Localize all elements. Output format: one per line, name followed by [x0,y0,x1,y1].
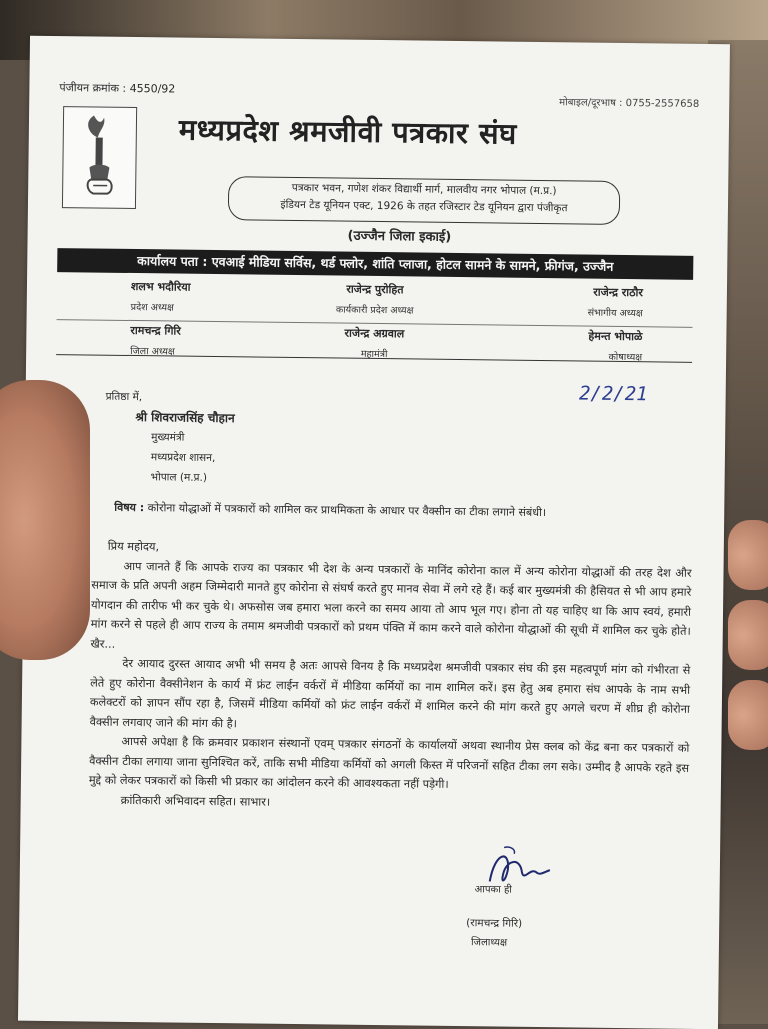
officer-name: हेमन्त भोपाळे [482,327,642,344]
signatory-role: जिलाध्यक्ष [471,934,507,948]
officer [270,281,480,328]
recipient-block [105,387,235,489]
officers-row [56,322,692,374]
officer [483,283,693,330]
officer-name: शलभ भदौरिया [131,279,267,296]
subject-line [114,500,674,522]
officer-role: कार्यकारी प्रदेश अध्यक्ष [270,302,480,318]
logo-torch-icon [62,106,137,209]
officer-name: राजेन्द्र पुरोहित [270,281,480,299]
holding-finger-right [728,520,768,590]
greeting: प्रिय महोदय, [108,537,692,564]
officer-name: रामचन्द्र गिरि [130,323,266,340]
office-address-bar: कार्यालय पता : एवआई मीडिया सर्विस, थर्ड फ्लोर, शांति प्लाजा, होटल सामने के सामने, फ्रीगंज, उज्जैन [57,248,693,280]
closing-line: क्रांतिकारी अभिवादन सहित। साभार। [89,790,689,817]
recipient-line: मुख्यमंत्री [151,427,235,448]
officer-role: जिला अध्यक्ष [130,344,266,359]
paragraph: देर आयाद दुरस्त आयाद अभी भी समय है अतः आपसे विनय है कि मध्यप्रदेश श्रमजीवी पत्रकार संघ की इस महत्वपूर्ण मांग को गंभीरता से लेते हुए कोरोना वैक्सीनेशन के कार्य में फ्रंट लाईन वर्करों में मीडिया कर्मियों का नाम शामिल करें। इस हेतु अब हमारा संघ आपके के नाम सभी कलेक्टरों को ज्ञापन सौंप रहा है, जिसमें मीडिया कर्मियों को फ्रंट लाईन वर्करों में शामिल करने की मांग करते हुए अगले चरण में शीघ्र ही कोरोना वैक्सीन लगवाए जाने की मांग की है। [90,654,691,739]
officer-role: कोषाध्यक्ष [482,348,642,363]
letter-body [89,537,692,817]
officer [269,325,479,372]
recipient-prefix: प्रतिष्ठा में, [105,387,235,409]
subject-text: कोरोना योद्धाओं में पत्रकारों को शामिल कर प्राथमिकता के आधार पर वैक्सीन का टीका लगाने संबंधी। [148,501,547,519]
signature-close: आपका ही [475,881,512,895]
registration-number: पंजीयन क्रमांक : 4550/92 [59,80,175,96]
phone-number: मोबाइल/दूरभाष : 0755-2557658 [559,94,699,110]
officer-name: राजेन्द्र अग्रवाल [269,325,479,343]
officer [57,278,267,325]
address-line-1: पत्रकार भवन, गणेश शंकर विद्यार्थी मार्ग, मालवीय नगर भोपाल (म.प्र.) [229,179,619,201]
holding-hand-left [0,380,90,660]
holding-finger-right [728,680,768,750]
recipient-line: मध्यप्रदेश शासन, [151,447,235,468]
officer [56,322,266,369]
officer-role: महामंत्री [269,346,479,362]
address-line-2: इंडियन टेड यूनियन एक्ट, 1926 के तहत रजिस्टार टेड यूनियन द्वारा पंजीकृत [229,196,619,218]
district-unit: (उज्जैन जिला इकाई) [348,226,452,245]
paragraph: आप जानते हैं कि आपके राज्य का पत्रकार भी देश के अन्य पत्रकारों के मानिंद कोरोना काल में अन्य कोरोना योद्धाओं की तरह देश और समाज के प्रति अपनी अहम जिम्मेदारी मानते हुए कोरोना से संघर्ष करते हुए मानव सेवा में लगे रहे हैं। कई बार मुख्यमंत्री की हैसियत से भी आप हमारे योगदान की तारीफ भी कर चुके थे। अफसोस जब हमारा भला करने का समय आया तो आप भूल गए। होना तो यह चाहिए था कि आप स्वयं, हमारी मांग करने से पहले ही आप राज्य के तमाम श्रमजीवी पत्रकारों को प्रथम पंक्ति में काम करने वाले कोरोना योद्धाओं की सूची में शामिल कर चुके होते। खैर... [90,556,691,661]
letter-page [18,36,730,1029]
officer [482,327,692,374]
officer-name: राजेन्द्र राठौर [483,283,643,300]
paragraph: आपसे अपेक्षा है कि क्रमवार प्रकाशन संस्थानों एवम् पत्रकार संगठनों के कार्यालयों अथवा स्थानीय प्रेस क्लब को केंद्र बना कर पत्रकारों को वैक्सीन टीका लगाया जाना सुनिश्चित करें, ताकि सभी मीडिया कर्मियों को अगली किस्त में परिजनों सहित टीका लग सके। उम्मीद है आपके रहते इस मुद्दे को लेकर पत्रकारों को किसी भी प्रकार का आंदोलन करने की आवश्यकता नहीं पड़ेगी। [89,732,690,798]
holding-finger-right [728,600,768,670]
org-title: मध्यप्रदेश श्रमजीवी पत्रकार संघ [179,110,517,153]
officer-role: प्रदेश अध्यक्ष [131,300,267,315]
handwritten-date: 2/2/21 [579,382,648,405]
recipient-line: भोपाल (म.प्र.) [151,467,235,488]
address-box [228,176,621,225]
recipient-name: श्री शिवराजसिंह चौहान [135,407,235,428]
subject-label: विषय : [114,501,144,514]
signatory-name: (रामचन्द्र गिरि) [466,916,522,931]
officer-role: संभागीय अध्यक्ष [483,304,643,319]
